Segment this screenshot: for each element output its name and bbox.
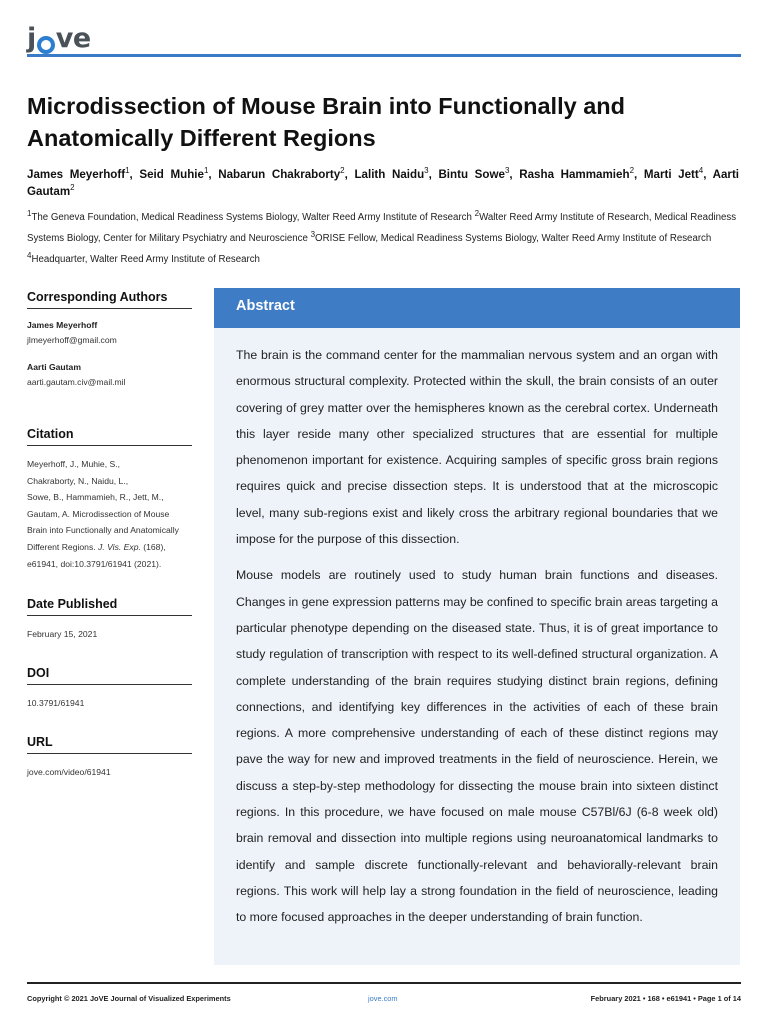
author-affiliation-number: 1: [203, 166, 209, 176]
affiliation-number: 1: [27, 208, 32, 218]
logo-text-end: ve: [55, 23, 91, 54]
citation-line: Brain into Functionally and Anatomically: [27, 525, 179, 536]
abstract-paragraph: Mouse models are routinely used to study human brain functions and diseases. Changes in gene expression patterns may be confined to specific brain areas targeting a particular phenotype depending on the diseased state. Thus, it is of great importance to study regulation of transcription with respect to its well-defined structural organization. A complete understanding of the brain requires studying distinct brain regions, defining connections, and identifying key differences in the activities of each of these brain regions. A more comprehensive understanding of each of these distinct regions may pave the way for new and improved treatments in the field of neuroscience. Herein, we discuss a step-by-step methodology for dissecting the mouse brain into sixteen distinct regions. In this procedure, we have focused on male mouse C57Bl/6J (6-8 week old) brain removal and dissection into multiple regions using neuroanatomical landmarks to identify and sample discrete functionally-relevant and behaviorally-relevant brain regions. This work will help lay a strong foundation in the field of neuroscience, leading to more focused approaches in the deeper understanding of brain function.: [236, 568, 718, 925]
article-title: Microdissection of Mouse Brain into Functionally and Anatomically Different Regions: [27, 93, 625, 151]
author-name: Nabarun Chakraborty: [218, 168, 341, 181]
citation-heading: Citation: [27, 427, 192, 446]
url-section: [27, 735, 192, 781]
citation-line: Gautam, A. Microdissection of Mouse: [27, 508, 170, 519]
citation-line: e61941, doi:10.3791/61941 (2021).: [27, 558, 162, 569]
footer-page-info: February 2021 • 168 • e61941 • Page 1 of 14: [590, 994, 741, 1003]
author-name: Lalith Naidu: [354, 168, 425, 181]
author-affiliation-number: 2: [629, 166, 635, 176]
author-name: James Meyerhoff: [27, 168, 126, 181]
citation-text: Different Regions.: [27, 541, 99, 552]
affiliation-text: The Geneva Foundation, Medical Readiness Systems Biology, Walter Reed Army Institute of Research: [31, 212, 472, 223]
citation-line: [27, 539, 192, 556]
affiliation-number: 3: [310, 229, 316, 239]
doi-heading: DOI: [27, 666, 192, 685]
abstract-body: [214, 328, 740, 931]
header-divider: [27, 54, 741, 57]
citation-line: Sowe, B., Hammamieh, R., Jett, M.,: [27, 492, 164, 503]
date-published-value: February 15, 2021: [27, 629, 98, 639]
affiliation-number: 4: [27, 250, 32, 260]
author-affiliation-number: 3: [504, 166, 510, 176]
logo-text-start: j: [27, 23, 36, 54]
affiliation-text: ORISE Fellow, Medical Readiness Systems Biology, Walter Reed Army Institute of Research: [315, 233, 712, 244]
logo-o-icon: [37, 36, 55, 54]
affiliation-text: Walter Reed Army Institute of Research, Medical Readiness Systems Biology, Center for Military Psychiatry and Neuroscience: [27, 212, 737, 244]
corresponding-author-email[interactable]: jlmeyerhoff@gmail.com: [27, 335, 117, 345]
url-heading: URL: [27, 735, 192, 754]
author-name: Bintu Sowe: [438, 168, 505, 181]
corresponding-author-name: James Meyerhoff: [27, 320, 98, 330]
author-affiliation-number: 2: [340, 166, 345, 176]
footer-copyright: Copyright © 2021 JoVE Journal of Visualized Experiments: [27, 994, 231, 1003]
date-published-heading: Date Published: [27, 597, 192, 616]
doi-value[interactable]: 10.3791/61941: [27, 698, 85, 708]
abstract-paragraph: The brain is the command center for the mammalian nervous system and an organ with enormous structural complexity. Protected within the skull, the brain consists of an outer covering of grey matter over the hemispheres known as the cerebral cortex. Underneath this layer reside many other specialized structures that are essential for multiple phenomenon important for existence. Acquiring samples of specific gross brain regions requires quick and precise dissection steps. It is understood that at the microscopic level, many sub-regions exist and likely cross the arbitrary regional boundaries that we impose for the purpose of this dissection.: [236, 348, 718, 547]
affiliation-list: [27, 207, 741, 270]
affiliation-number: 2: [474, 208, 480, 218]
author-affiliation-number: 1: [125, 166, 130, 176]
author-affiliation-number: 2: [70, 183, 75, 193]
affiliation-text: Headquarter, Walter Reed Army Institute of Research: [31, 254, 260, 265]
author-name: Seid Muhie: [139, 168, 204, 181]
citation-text: (168),: [140, 541, 166, 552]
footer-divider: [27, 982, 741, 984]
author-list: James Meyerhoff$^1$, Seid Muhie$^1$, Nabarun Chakraborty$^2$, Lalith Naidu$^3$, Bintu Sowe$^3$, Rasha Hammamieh$^2$, Marti Jett$^4$, Aarti Gautam$^2$: [27, 166, 740, 198]
footer-site-link[interactable]: jove.com: [368, 994, 398, 1003]
date-published-section: [27, 597, 192, 643]
citation-line: Chakraborty, N., Naidu, L.,: [27, 475, 129, 486]
citation-journal: J. Vis. Exp.: [98, 541, 141, 552]
author-affiliation-number: 3: [424, 166, 429, 176]
author-name: Aarti Gautam: [27, 168, 740, 198]
author-name: Rasha Hammamieh: [519, 168, 630, 181]
abstract-panel: [214, 288, 740, 965]
corresponding-author-name: Aarti Gautam: [27, 361, 81, 372]
author-name: Marti Jett: [643, 168, 699, 181]
citation-line: Meyerhoff, J., Muhie, S.,: [27, 459, 120, 469]
corresponding-authors-section: [27, 290, 192, 390]
author-affiliation-number: 4: [698, 166, 704, 176]
doi-section: [27, 666, 192, 712]
abstract-heading: Abstract: [214, 288, 740, 328]
citation-section: [27, 427, 192, 572]
corresponding-authors-heading: Corresponding Authors: [27, 290, 192, 309]
corresponding-author-email[interactable]: aarti.gautam.civ@mail.mil: [27, 376, 126, 387]
jove-logo[interactable]: [27, 18, 91, 52]
url-value[interactable]: jove.com/video/61941: [27, 767, 111, 777]
